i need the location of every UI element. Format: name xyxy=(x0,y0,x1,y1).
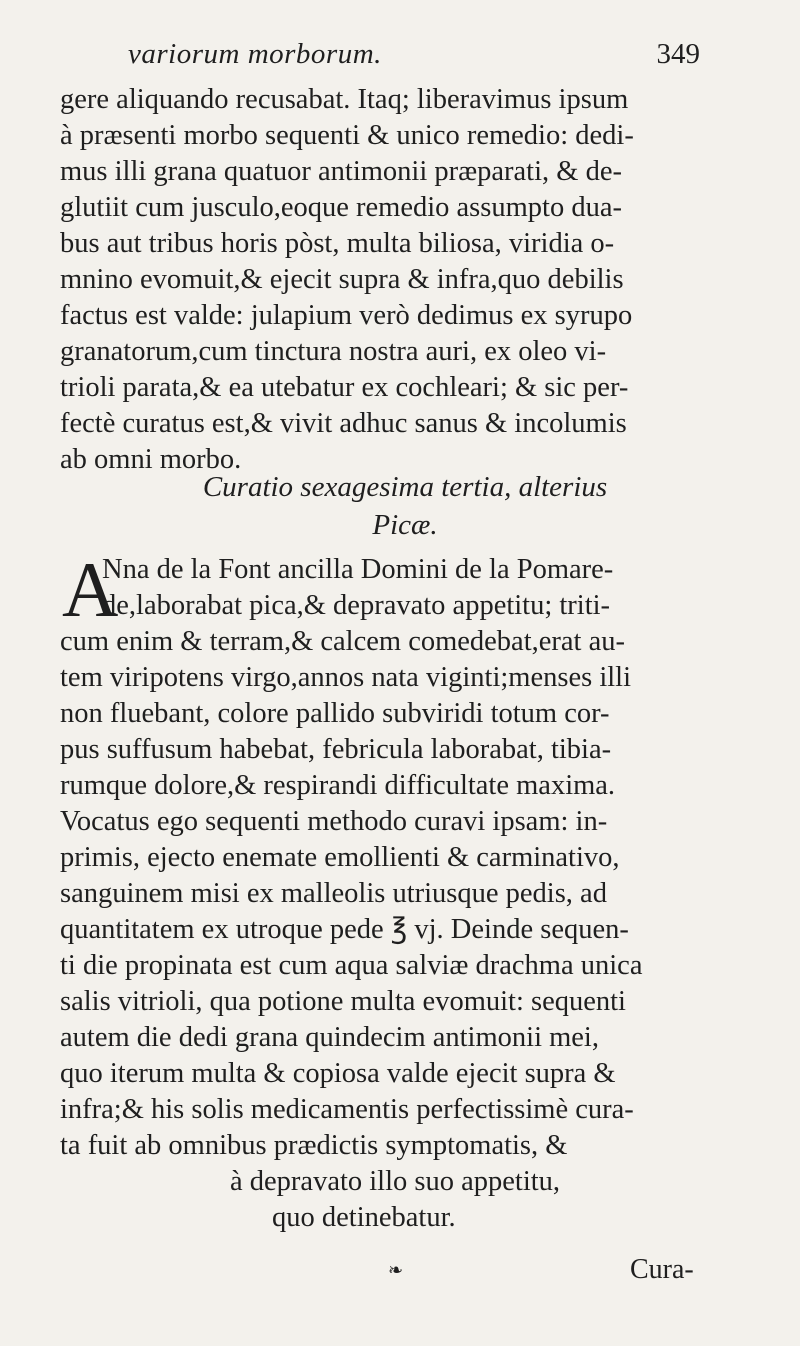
running-head: variorum morborum. xyxy=(128,38,382,70)
text-line: sanguinem misi ex malleolis utriusque pedis, ad xyxy=(60,878,607,909)
paragraph-1 xyxy=(60,82,750,478)
text-line: à præsenti morbo sequenti & unico remedio: dedi- xyxy=(60,120,634,151)
ornament-icon: ❧ xyxy=(388,1260,404,1281)
text-line: pus suffusum habebat, febricula laborabat, tibia- xyxy=(60,734,612,765)
text-line: non fluebant, colore pallido subviridi totum cor- xyxy=(60,698,610,729)
text-line: ti die propinata est cum aqua salviæ drachma unica xyxy=(60,950,643,981)
text-line: gere aliquando recusabat. Itaq; liberavimus ipsum xyxy=(60,84,629,115)
text-line: granatorum,cum tinctura nostra auri, ex oleo vi- xyxy=(60,336,607,367)
heading-line: Curatio sexagesima tertia, alterius xyxy=(202,471,608,503)
text-line: fectè curatus est,& vivit adhuc sanus & incolumis xyxy=(60,408,627,439)
text-line: Nna de la Font ancilla Domini de la Pomare- xyxy=(102,554,614,585)
text-line: glutiit cum jusculo,eoque remedio assumpto dua- xyxy=(60,192,622,223)
text-line: trioli parata,& ea utebatur ex cochleari; & sic per- xyxy=(60,372,629,403)
text-line: autem die dedi grana quindecim antimonii mei, xyxy=(60,1022,599,1053)
text-line: quo iterum multa & copiosa valde ejecit supra & xyxy=(60,1058,616,1089)
text-line: ta fuit ab omnibus prædictis symptomatis, & xyxy=(60,1130,568,1161)
text-line: ab omni morbo. xyxy=(60,444,242,475)
text-line: à depravato illo suo appetitu, xyxy=(230,1166,561,1197)
paragraph-2 xyxy=(60,546,750,1236)
page-number: 349 xyxy=(656,38,700,70)
drop-cap: A xyxy=(62,546,119,633)
text-line: salis vitrioli, qua potione multa evomuit: sequenti xyxy=(60,986,626,1017)
text-line: de,laborabat pica,& depravato appetitu; triti- xyxy=(102,590,611,621)
text-line: cum enim & terram,& calcem comedebat,erat au- xyxy=(60,626,625,657)
section-heading xyxy=(60,468,750,544)
text-line: quantitatem ex utroque pede ℥ vj. Deinde sequen- xyxy=(60,914,629,945)
text-line: primis, ejecto enemate emollienti & carminativo, xyxy=(60,842,620,873)
text-line: quo detinebatur. xyxy=(272,1202,456,1233)
text-line: mus illi grana quatuor antimonii præparati, & de- xyxy=(60,156,622,187)
text-line: tem viripotens virgo,annos nata viginti;menses illi xyxy=(60,662,631,693)
text-line: factus est valde: julapium verò dedimus ex syrupo xyxy=(60,300,633,331)
heading-line: Picæ. xyxy=(372,509,438,541)
catchword: Cura- xyxy=(630,1254,694,1285)
text-line: bus aut tribus horis pòst, multa biliosa, viridia o- xyxy=(60,228,615,259)
text-line: rumque dolore,& respirandi difficultate maxima. xyxy=(60,770,616,801)
text-line: infra;& his solis medicamentis perfectissimè cura- xyxy=(60,1094,634,1125)
page-header xyxy=(60,38,700,78)
text-line: Vocatus ego sequenti methodo curavi ipsam: in- xyxy=(60,806,608,837)
text-line: mnino evomuit,& ejecit supra & infra,quo debilis xyxy=(60,264,624,295)
